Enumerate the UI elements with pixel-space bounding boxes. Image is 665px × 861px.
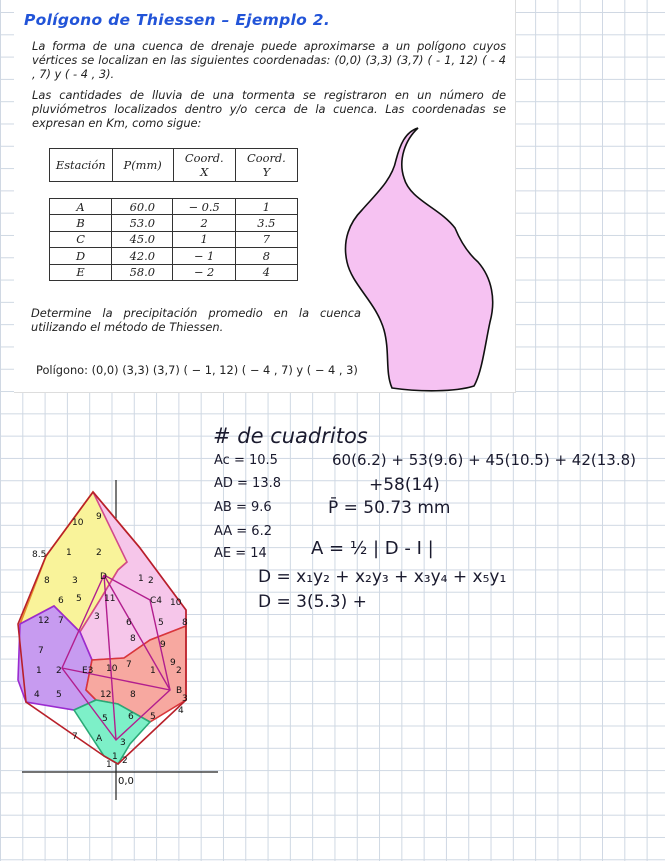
sketch-label: 8 [44,576,50,586]
sketch-label: 5 [56,690,62,700]
page-title: Polígono de Thiessen – Ejemplo 2. [24,11,331,29]
intro-paragraph: La forma de una cuenca de drenaje puede aproximarse a un polígono cuyos vértices se localizan en las siguientes coordenadas: (0,0) (3,3) (3,7) ( - 1, 12) ( - 4 , 7) y ( - 4 , 3). [32,39,506,82]
station-cell: 7 [235,231,297,247]
station-cell: A [50,199,112,215]
station-cell: − 1 [173,248,235,264]
sketch-label: 2 [56,666,62,676]
sketch-label: 1 [66,548,72,558]
sketch-label: 1 [138,574,144,584]
station-cell: 45.0 [112,231,173,247]
sketch-label: 4 [178,706,184,716]
sketch-label: 3 [120,738,126,748]
count-a: AA = 6.2 [214,524,272,539]
sketch-label: 1 [112,752,118,762]
sketch-label: 3 [94,612,100,622]
sketch-label: 1 [106,760,112,770]
station-cell: D [50,248,112,264]
station-cell: E [50,264,112,280]
sketch-label: 8 [130,690,136,700]
station-cell: 1 [235,199,297,215]
count-c: Ac = 10.5 [214,453,278,468]
station-cell: 2 [173,215,235,231]
sketch-label: 4 [34,690,40,700]
sketch-label: 7 [58,616,64,626]
station-cell: 60.0 [112,199,173,215]
header-estacion: Estación [50,149,113,182]
station-cell: − 0.5 [173,199,235,215]
origin-label: 0,0 [118,776,134,787]
sketch-label: 3 [182,694,188,704]
d-formula: D = x₁y₂ + x₂y₃ + x₃y₄ + x₅y₁ [258,567,507,587]
formula-line1: 60(6.2) + 53(9.6) + 45(10.5) + 42(13.8) [332,451,636,469]
sketch-label: 6 [128,712,134,722]
sketch-label: B [176,686,183,696]
sketch-label: 5 [158,618,164,628]
area-formula: A = ½ | D - I | [311,538,434,559]
sketch-label: 2 [148,576,154,586]
sketch-label: 7 [38,646,44,656]
sketch-label: 8.5 [32,550,47,560]
station-cell: B [50,215,112,231]
sketch-label: 8 [182,618,188,628]
cuenca-shape [345,128,492,391]
station-cell: 58.0 [112,264,173,280]
rainfall-paragraph: Las cantidades de lluvia de una tormenta se registraron en un número de pluviómetros localizados dentro y/o cerca de la cuenca. Las coordenadas se expresan en Km, como sigue: [32,88,506,131]
count-e: AE = 14 [214,546,267,561]
sketch-label: 8 [130,634,136,644]
sketch-label: 9 [170,658,176,668]
station-cell: 53.0 [112,215,173,231]
station-cell: 3.5 [235,215,297,231]
sketch-label: C4 [150,596,163,606]
sketch-label: 2 [122,756,128,766]
station-cell: 8 [235,248,297,264]
sketch-label: E3 [82,666,94,676]
sketch-label: 7 [126,660,132,670]
question-text: Determine la precipitación promedio en la cuenca utilizando el método de Thiessen. [31,306,361,335]
station-cell: 42.0 [112,248,173,264]
polygon-vertices: Polígono: (0,0) (3,3) (3,7) ( − 1, 12) ( − 4 , 7) y ( − 4 , 3) [36,363,358,377]
sketch-label: 12 [100,690,112,700]
header-p: P(mm) [112,149,173,182]
sketch-label: 9 [96,512,102,522]
sketch-label: 5 [102,714,108,724]
count-heading: # de cuadritos [213,424,368,448]
sketch-label: 12 [38,616,50,626]
sketch-label: 2 [96,548,102,558]
sketch-label: 10 [170,598,182,608]
header-coord-y: Coord. Y [235,149,297,182]
sketch-label: 1 [150,666,156,676]
sketch-label: 2 [176,666,182,676]
sketch-label: A [96,734,103,744]
station-cell: − 2 [173,264,235,280]
count-d: AD = 13.8 [214,476,282,491]
sketch-label: 1 [36,666,42,676]
sketch-label: 9 [160,640,166,650]
formula-line2: +58(14) [369,475,440,495]
sketch-label: 10 [72,518,84,528]
sketch-label: 11 [104,594,116,604]
sketch-label: D [100,572,107,582]
station-cell: C [50,231,112,247]
count-b: AB = 9.6 [214,500,272,515]
sketch-label: 7 [72,732,78,742]
station-cell: 4 [235,264,297,280]
sketch-label: 10 [106,664,118,674]
header-coord-x: Coord. X [173,149,235,182]
sketch-label: 6 [126,618,132,628]
station-cell: 1 [173,231,235,247]
d-partial: D = 3(5.3) + [258,592,367,612]
sketch-label: 5 [76,594,82,604]
sketch-label: 6 [58,596,64,606]
sketch-label: 5 [150,712,156,722]
result-value: P̄ = 50.73 mm [328,498,451,518]
sketch-label: 3 [72,576,78,586]
